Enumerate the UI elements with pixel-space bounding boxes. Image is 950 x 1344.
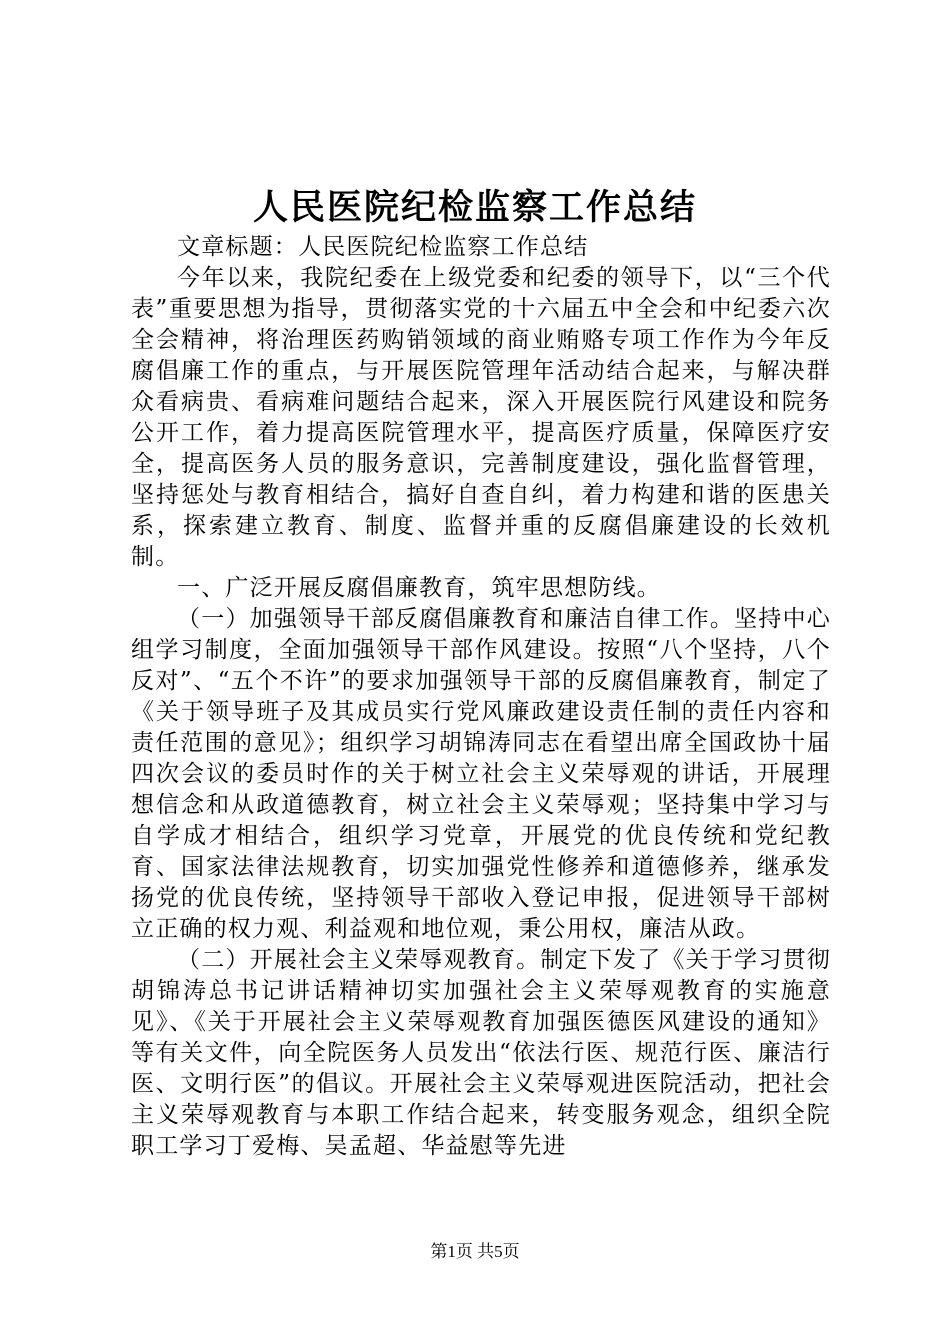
article-title-line: 文章标题：人民医院纪检监察工作总结 [177, 234, 589, 260]
page-footer: 第1页 共5页 [430, 1242, 520, 1261]
document-title: 人民医院纪检监察工作总结 [252, 187, 697, 228]
subsection-paragraph-2: （二）开展社会主义荣辱观教育。制定下发了《关于学习贯彻胡锦涛总书记讲话精神切实加强社会主义荣辱观教育的实施意见》、《关于开展社会主义荣辱观教育加强医德医风建设的通知》等有关文件，向全院医务人员发出“依法行医、规范行医、廉洁行医、文明行医”的倡议。开展社会主义荣辱观进医院活动，把社会主义荣辱观教育与本职工作结合起来，转变服务观念，组织全院职工学习丁爱梅、吴孟超、华益慰等先进 [131, 947, 831, 1159]
subsection-paragraph-1: （一）加强领导干部反腐倡廉教育和廉洁自律工作。坚持中心组学习制度，全面加强领导干部作风建设。按照“八个坚持，八个反对”、“五个不许”的要求加强领导干部的反腐倡廉教育，制定了《关于领导班子及其成员实行党风廉政建设责任制的责任内容和责任范围的意见》；组织学习胡锦涛同志在看望出席全国政协十届四次会议的委员时作的关于树立社会主义荣辱观的讲话，开展理想信念和从政道德教育，树立社会主义荣辱观；坚持集中学习与自学成才相结合，组织学习党章，开展党的优良传统和党纪教育、国家法律法规教育，切实加强党性修养和道德修养，继承发扬党的优良传统，坚持领导干部收入登记申报，促进领导干部树立正确的权力观、利益观和地位观，秉公用权，廉洁从政。 [131, 606, 831, 942]
section-heading: 一、广泛开展反腐倡廉教育，筑牢思想防线。 [177, 575, 661, 601]
intro-paragraph: 今年以来，我院纪委在上级党委和纪委的领导下，以“三个代表”重要思想为指导，贯彻落实党的十六届五中全会和中纪委六次全会精神，将治理医药购销领域的商业贿赂专项工作作为今年反腐倡廉工作的重点，与开展医院管理年活动结合起来，与解决群众看病贵、看病难问题结合起来，深入开展医院行风建设和院务公开工作，着力提高医院管理水平，提高医疗质量，保障医疗安全，提高医务人员的服务意识，完善制度建设，强化监督管理，坚持惩处与教育相结合，搞好自查自纠，着力构建和谐的医患关系，探索建立教育、制度、监督并重的反腐倡廉建设的长效机制。 [131, 265, 831, 570]
document-body [131, 232, 831, 1162]
